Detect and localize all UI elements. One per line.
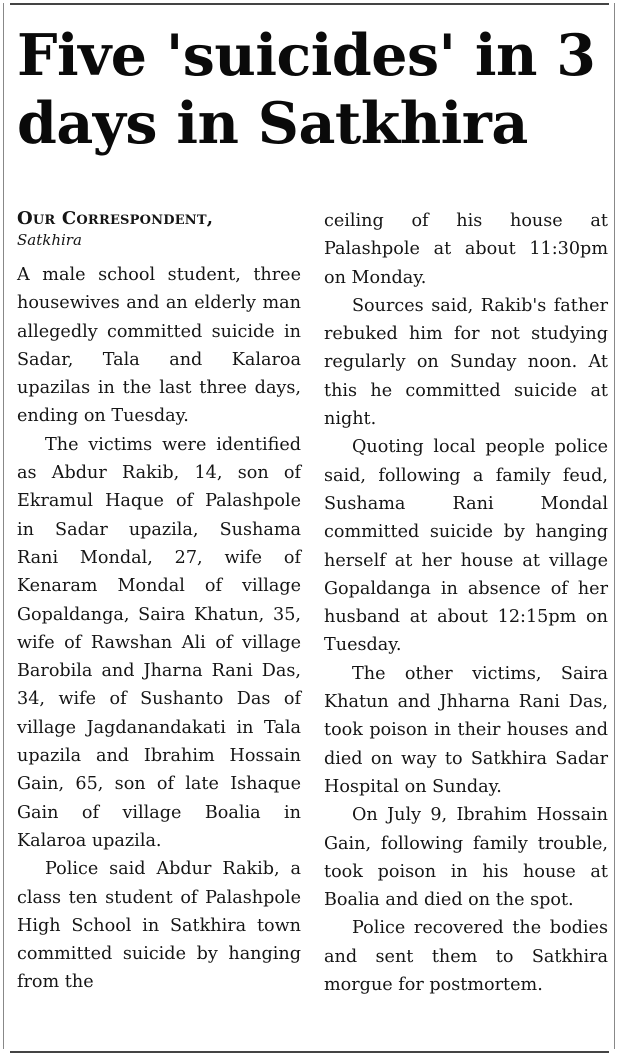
dateline: Satkhira [17,231,82,249]
paragraph-continued: ceiling of his house at Palashpole at about 11:30pm on Monday. [324,211,608,288]
paragraph-july-9: On July 9, Ibrahim Hossain Gain, following family trouble, took poison in his house at Boalia and died on the spot. [324,805,608,911]
right-rule [614,3,615,1049]
left-rule [3,3,4,1049]
byline: Our Correspondent, [17,208,214,229]
paragraph-other-victims: The other victims, Saira Khatun and Jhharna Rani Das, took poison in their houses and died on way to Satkhira Sadar Hospital on Sunday. [324,663,608,797]
bottom-rule [10,1051,609,1053]
paragraph-lead: A male school student, three housewives and an elderly man allegedly committed suicide in Sadar, Tala and Kalaroa upazilas in the last three days, ending on Tuesday. [17,265,301,427]
paragraph-victims: The victims were identified as Abdur Rakib, 14, son of Ekramul Haque of Palashpole in Sadar upazila, Sushama Rani Mondal, 27, wife of Kenaram Mondal of village Gopaldanga, Saira Khatun, 35, wife of Rawshan Ali of village Barobila and Jharna Rani Das, 34, wife of Sushanto Das of village Jagdanandakati in Tala upazila and Ibrahim Hossain Gain, 65, son of late Ishaque Gain of village Boalia in Kalaroa upazila. [17,434,301,851]
paragraph-police-said: Police said Abdur Rakib, a class ten student of Palashpole High School in Satkhira town committed suicide by hanging from the [17,859,301,993]
headline: Five 'suicides' in 3 days in Satkhira [17,22,596,157]
paragraph-quoting: Quoting local people police said, following a family feud, Sushama Rani Mondal committed suicide by hanging herself at her house at village Gopaldanga in absence of her husband at about 12:15pm on Tuesday. [324,437,608,656]
paragraph-sources: Sources said, Rakib's father rebuked him for not studying regularly on Sunday noon. At this he committed suicide at night. [324,295,608,430]
article-column-left [17,207,301,997]
paragraph-recovered: Police recovered the bodies and sent them to Satkhira morgue for postmortem. [324,918,608,996]
article-column-right [324,207,608,999]
top-rule [10,3,609,5]
